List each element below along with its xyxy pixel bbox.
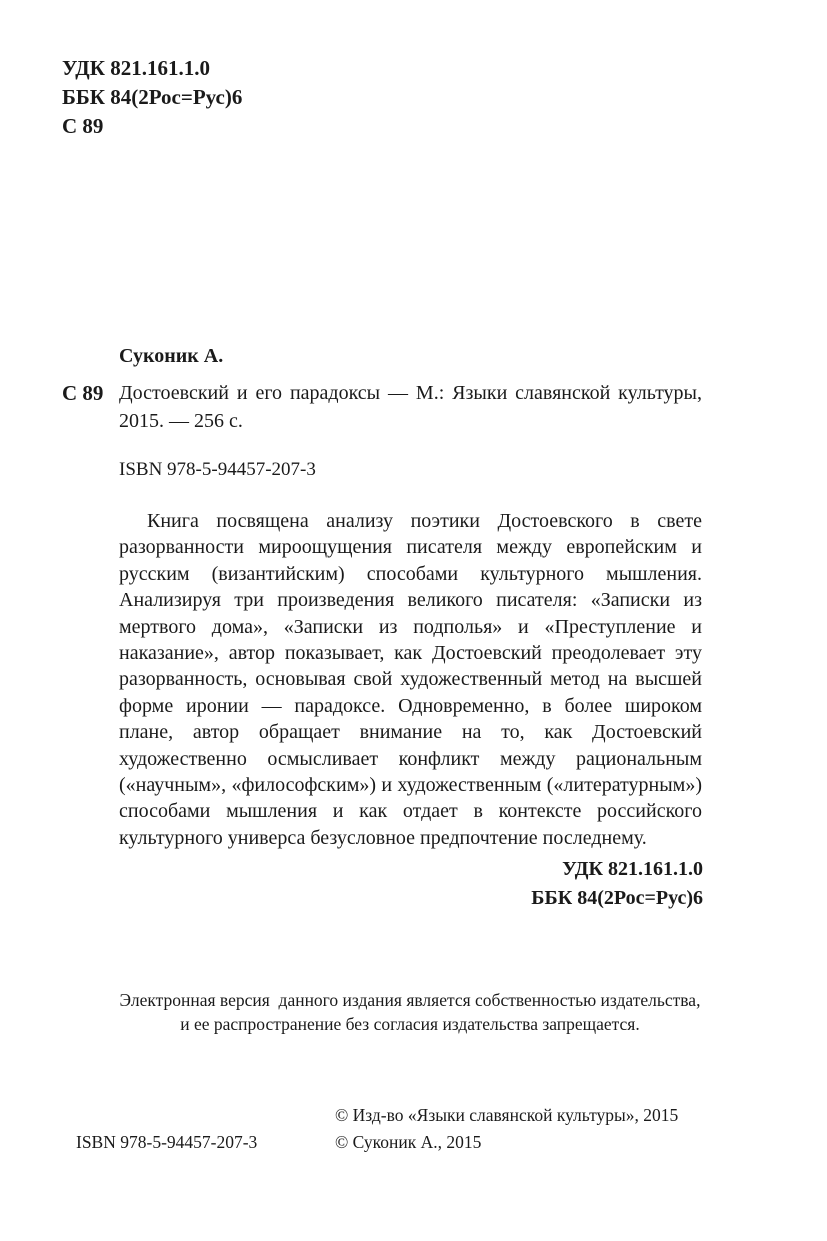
classification-header — [62, 54, 242, 141]
author-mark: С 89 — [62, 114, 104, 138]
bbk-code-bottom: ББК 84(2Рос=Рус)6 — [531, 887, 703, 909]
abstract-paragraph: Книга посвящена анализу поэтики Достоевского в свете разорванности мироощущения писателя между европейским и русским (византийским) способами культурного мышления. Анализируя три произведения великого писателя: «Записки из мертвого дома», «Записки из подполья» и «Преступление и наказание», автор показывает, как Достоевский преодолевает эту разорванность, основывая свой художественный метод на высшей форме иронии — парадоксе. Одновременно, в более широком плане, автор обращает внимание на то, как Достоевский художественно осмысливает конфликт между рациональным («научным», «философским») и художественным («литературным») способами мышления и как отдает в контексте российского культурного универса безусловное предпочтение последнему. — [119, 510, 702, 849]
udk-code-bottom: УДК 821.161.1.0 — [562, 858, 703, 880]
entry-isbn: ISBN 978-5-94457-207-3 — [119, 459, 316, 480]
udk-code: УДК 821.161.1.0 — [62, 56, 210, 80]
entry-author-mark: С 89 — [62, 381, 104, 405]
copyright-publisher: © Изд-во «Языки славянской культуры», 2015 — [335, 1105, 679, 1125]
notice-line-1: Электронная версия данного издания является собственностью издательства, — [119, 990, 701, 1010]
classification-footer — [531, 855, 703, 913]
author-name: Суконик А. — [119, 345, 224, 367]
copyright-author: © Суконик А., 2015 — [335, 1132, 482, 1152]
copyright-lines — [335, 1102, 678, 1156]
notice-line-2: и ее распространение без согласия издательства запрещается. — [180, 1014, 640, 1034]
bbk-code: ББК 84(2Рос=Рус)6 — [62, 85, 243, 109]
bibliographic-description: Достоевский и его парадоксы — М.: Языки славянской культуры, 2015. — 256 с. — [119, 382, 702, 432]
footer-isbn: ISBN 978-5-94457-207-3 — [76, 1132, 258, 1152]
copyright-notice — [60, 988, 760, 1036]
